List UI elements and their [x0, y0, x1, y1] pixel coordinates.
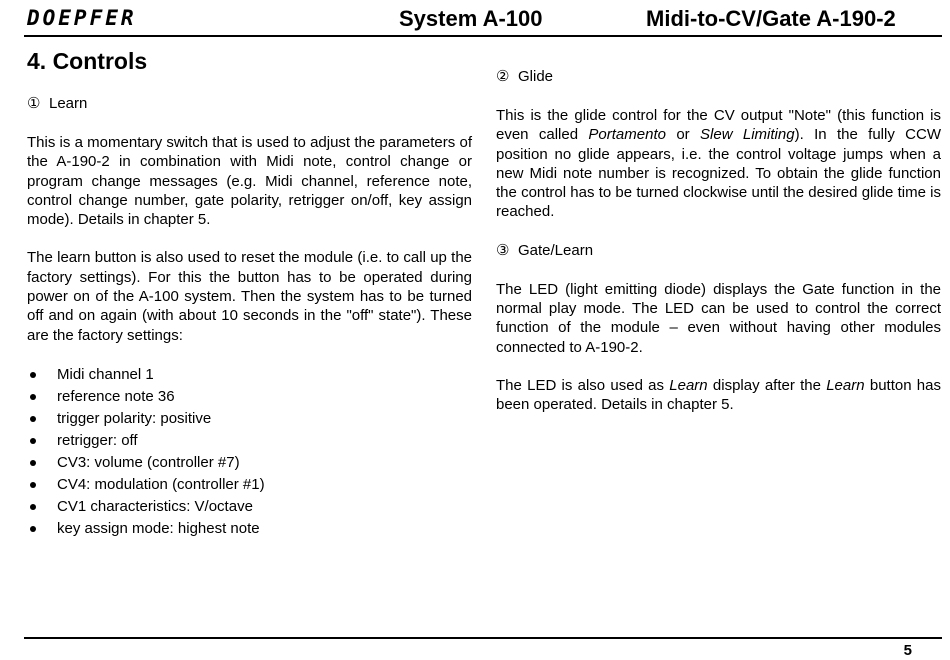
circled-number-1: ① — [27, 95, 41, 112]
glide-paragraph: This is the glide control for the CV output "Note" (this function is even called Portamento or Slew Limiting). In the fully CCW position no glide appears, i.e. the control voltage jumps when a new Midi note number is recognized. To obtain the glide function the control has to be turned clockwise until the desired glide time is reached. — [496, 107, 941, 221]
circled-number-2: ② — [496, 68, 510, 85]
learn-heading — [27, 94, 472, 113]
gate-learn-paragraph-1: The LED (light emitting diode) displays the Gate function in the normal play mode. The LED can be used to control the correct function of the module – even without having other modules connected to A-190-2. — [496, 280, 941, 356]
list-item: CV1 characteristics: V/octave — [27, 496, 472, 518]
list-item: retrigger: off — [27, 430, 472, 452]
module-title: Midi-to-CV/Gate A-190-2 — [646, 6, 896, 31]
list-item: Midi channel 1 — [27, 364, 472, 386]
section-heading: 4. Controls — [27, 48, 148, 74]
glide-title: Glide — [518, 68, 554, 85]
list-item: reference note 36 — [27, 386, 472, 408]
factory-settings-list — [27, 364, 472, 540]
list-item: CV3: volume (controller #7) — [27, 452, 472, 474]
gate-learn-title: Gate/Learn — [518, 241, 594, 259]
system-title: System A-100 — [399, 6, 543, 31]
page-number: 5 — [903, 642, 912, 659]
header-divider — [24, 35, 942, 37]
left-column — [27, 94, 472, 540]
page-header — [0, 0, 950, 36]
doepfer-logo: DOEPFER — [27, 6, 137, 30]
footer-divider — [24, 637, 942, 639]
learn-paragraph-1: This is a momentary switch that is used to adjust the parameters of the A-190-2 in combination with Midi note, control change or program change messages (e.g. Midi channel, reference note, control change number, gate polarity, retrigger on/off, key assign mode). Details in chapter 5. — [27, 134, 472, 229]
list-item: key assign mode: highest note — [27, 518, 472, 540]
list-item: trigger polarity: positive — [27, 408, 472, 430]
list-item: CV4: modulation (controller #1) — [27, 474, 472, 496]
gate-learn-heading — [496, 241, 941, 260]
learn-title: Learn — [49, 95, 88, 112]
right-column — [496, 67, 941, 415]
gate-learn-paragraph-2: The LED is also used as Learn display after the Learn button has been operated. Details in chapter 5. — [496, 376, 941, 414]
glide-heading — [496, 67, 941, 86]
circled-number-3: ③ — [496, 241, 510, 259]
learn-paragraph-2: The learn button is also used to reset the module (i.e. to call up the factory settings). For this the button has to be operated during power on of the A-100 system. Then the system has to be turned off and on again (with about 10 seconds in the "off" state"). These are the factory settings: — [27, 249, 472, 344]
